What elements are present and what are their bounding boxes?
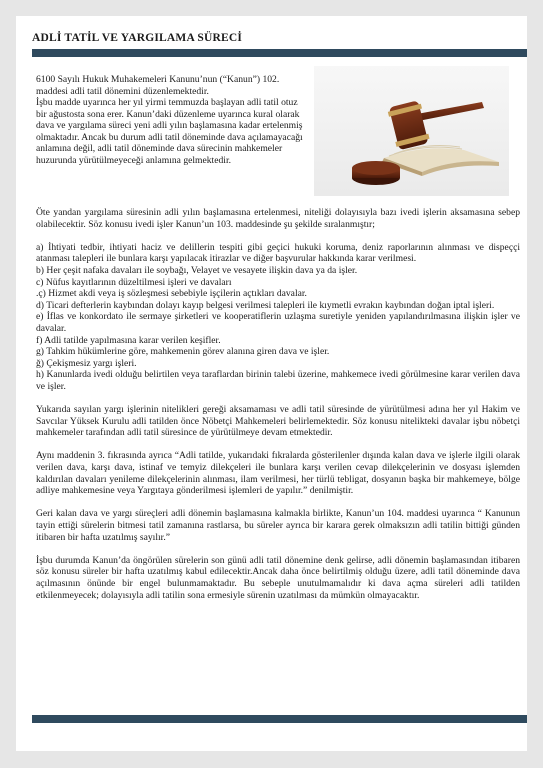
list-item-g-breve: ğ) Çekişmesiz yargı işleri. [36,357,137,369]
list-item-c-cedilla: .ç) Hizmet akdi veya iş sözleşmesi sebebiyle işçilerin açtıkları davalar. [36,288,307,300]
gavel-icon [314,66,509,196]
list-item-f: f) Adli tatilde yapılmasına karar verilen keşifler. [36,334,221,346]
body-text [36,207,520,601]
list-item-g: g) Tahkim hükümlerine göre, mahkemenin görev alanına giren dava ve işler. [36,346,330,358]
document-page [16,16,527,751]
list-item-b: b) Her çeşit nafaka davaları ile soybağı, Velayet ve vesayete ilişkin dava ya da işler. [36,264,358,276]
top-accent-bar [32,49,527,57]
paragraph-sure-uzatimi: İşbu durumda Kanun’da öngörülen sürelerin son günü adli tatil dönemine denk gelirse, adli dönemin başlamasından itibaren söz konusu süreler bir hafta uzatılmış kabul edilecektir.Ancak daha önce belirtilmiş olduğu üzere, adli tatil döneminde dava açılmasının önünde bir engel bulunmamaktadır. Bu sebeple unutulmamalıdır ki dava açma süreleri adli tatilden etkilenmeyecek; dolayısıyla adli tatilin sona ermesiyle sürenin uzatılması da mümkün olmayacaktır. [36,554,520,601]
list-item-e: e) İflas ve konkordato ile sermaye şirketleri ve kooperatiflerin uzlaşma suretiyle yeniden yapılandırılmasına ilişkin işler ve davalar. [36,311,520,334]
list-item-h: h) Kanunlarda ivedi olduğu belirtilen veya taraflardan birinin talebi üzerine, mahkemece ivedi görülmesine karar verilen dava ve işler. [36,369,520,392]
gavel-photo [314,66,509,196]
list-item-a: a) İhtiyati tedbir, ihtiyati haciz ve delillerin tespiti gibi geçici hukuki koruma, deniz raporlarının alınması ve dispeççi atanması talepleri ile bunlara karşı yapılacak itirazlar ve diğer başvurular hakkında karar verilmesi. [36,241,520,265]
paragraph-nobetci-mahkemeler: Yukarıda sayılan yargı işlerinin nitelikleri gereği aksamaması ve adli tatil süresinde de yürütülmesi adına her yıl Hakim ve Savcılar Yüksek Kurulu adli tatilden önce Nöbetçi Mahkemeleri belirlemektedir. Söz konusu nitelikteki davalar işbu nöbetçi mahkemeler tarafından adli tatil süresince de yürütülmeye devam etmektedir. [36,404,520,439]
paragraph-madde-3-fikra: Aynı maddenin 3. fıkrasında ayrıca “Adli tatilde, yukarıdaki fıkralarda gösterilenler dışında kalan dava ve işlerle ilgili olarak verilen dava, karşı dava, istinaf ve temyiz dilekçeleri ile bunlara karşı verilen cevap dilekçelerinin ve dosyası işlemden kaldırılan davaları yenileme dilekçelerinin alınması, ilam verilmesi, her türlü tebligat, dosyanın başka bir mahkemeye, bölge adliye mahkemesine veya Yargıtaya gönderilmesi işlemleri de yapılır.” denilmiştir. [36,450,520,497]
page-title: ADLİ TATİL VE YARGILAMA SÜRECİ [32,32,243,44]
list-item-c: c) Nüfus kayıtlarının düzeltilmesi işleri ve davaları [36,276,232,288]
paragraph-madde-104: Geri kalan dava ve yargı süreçleri adli dönemin başlamasına kalmakla birlikte, Kanun’un 104. maddesi uyarınca “ Kanunun tayin ettiği sürelerin bitmesi tatil zamanına rastlarsa, bu süreler ayrıca bir karara gerek olmaksızın adli tatilin bittiği günden itibaren bir hafta uzatılmış sayılır.” [36,508,520,543]
intro-paragraph-2: İşbu madde uyarınca her yıl yirmi temmuzda başlayan adli tatil otuz bir ağustosta sona erer. Kanun’daki düzenleme uyarınca kural olarak dava ve yargılama süreci yeni adli yılın başlamasına kadar ertelenmiş olmaktadır. Ancak bu durum adli tatil döneminde dava açılamayacağı anlamına değil, adli tatil döneminde dava sürecinin mahkemeler huzurunda yürütülmeyeceği anlamına gelmektedir. [36,97,303,166]
paragraph-ivedi-isler: Öte yandan yargılama süresinin adli yılın başlamasına ertelenmesi, niteliği dolayısıyla bazı ivedi işlerin aksamasına sebep olabilecektir. Söz konusu ivedi işler Kanun’un 103. maddesinde şu şekilde sıralanmıştır; [36,207,520,230]
intro-text [36,74,306,166]
bottom-accent-bar [32,715,527,723]
list-item-d: d) Ticari defterlerin kaybından dolayı kayıp belgesi verilmesi talepleri ile kıymetli evrakın kaybından doğan iptal işleri. [36,299,495,311]
intro-paragraph-1: 6100 Sayılı Hukuk Muhakemeleri Kanunu’nun (“Kanun”) 102. maddesi adli tatil dönemini düzenlemektedir. [36,74,280,97]
